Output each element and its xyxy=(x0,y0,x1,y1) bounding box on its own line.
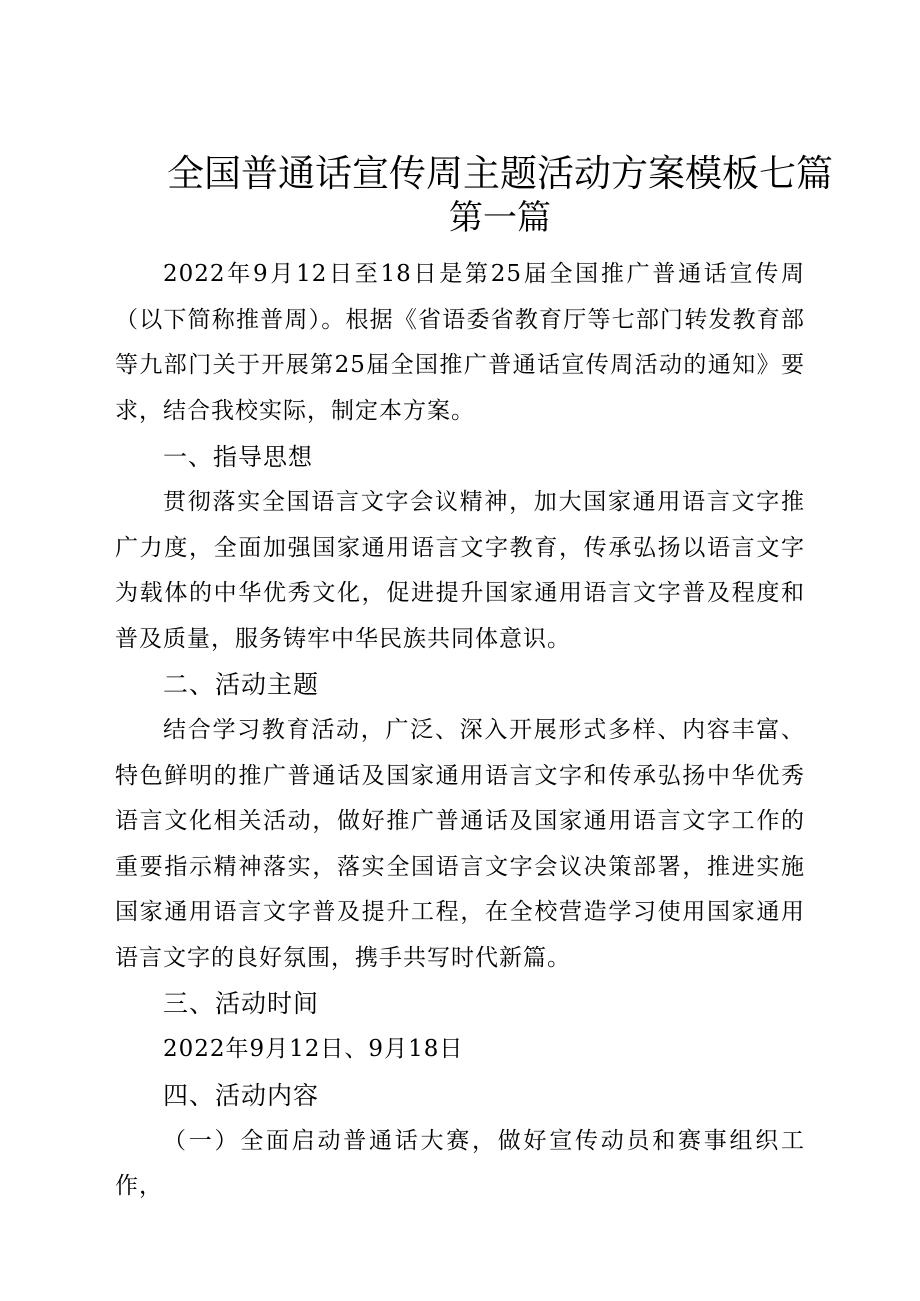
section-heading-activity-time: 三、活动时间 xyxy=(163,989,320,1018)
document-title: 全国普通话宣传周主题活动方案模板七篇 xyxy=(167,152,833,195)
activity-content-paragraph: （一）全面启动普通话大赛，做好宣传动员和赛事组织工作， xyxy=(115,1127,805,1199)
document-subtitle: 第一篇 xyxy=(449,198,551,238)
intro-paragraph: 2022年9月12日至18日是第25届全国推广普通话宣传周（以下简称推普周）。根据《省语委省教育厅等七部门转发教育部等九部门关于开展第25届全国推广普通话宣传周活动的通知》要求，结合我校实际，制定本方案。 xyxy=(115,261,805,424)
guiding-thought-paragraph: 贯彻落实全国语言文字会议精神，加大国家通用语言文字推广力度，全面加强国家通用语言文字教育，传承弘扬以语言文字为载体的中华优秀文化，促进提升国家通用语言文字普及程度和普及质量，服务铸牢中华民族共同体意识。 xyxy=(115,489,805,652)
section-heading-activity-content: 四、活动内容 xyxy=(163,1080,320,1110)
activity-time-paragraph: 2022年9月12日、9月18日 xyxy=(163,1036,464,1062)
document-body xyxy=(115,252,805,1210)
section-heading-activity-theme: 二、活动主题 xyxy=(163,670,320,699)
section-heading-guiding-thought: 一、指导思想 xyxy=(163,443,313,471)
activity-theme-paragraph: 结合学习教育活动，广泛、深入开展形式多样、内容丰富、特色鲜明的推广普通话及国家通用语言文字和传承弘扬中华优秀语言文化相关活动，做好推广普通话及国家通用语言文字工作的重要指示精神落实，落实全国语言文字会议决策部署，推进实施国家通用语言文字普及提升工程，在全校营造学习使用国家通用语言文字的良好氛围，携手共写时代新篇。 xyxy=(115,717,805,971)
